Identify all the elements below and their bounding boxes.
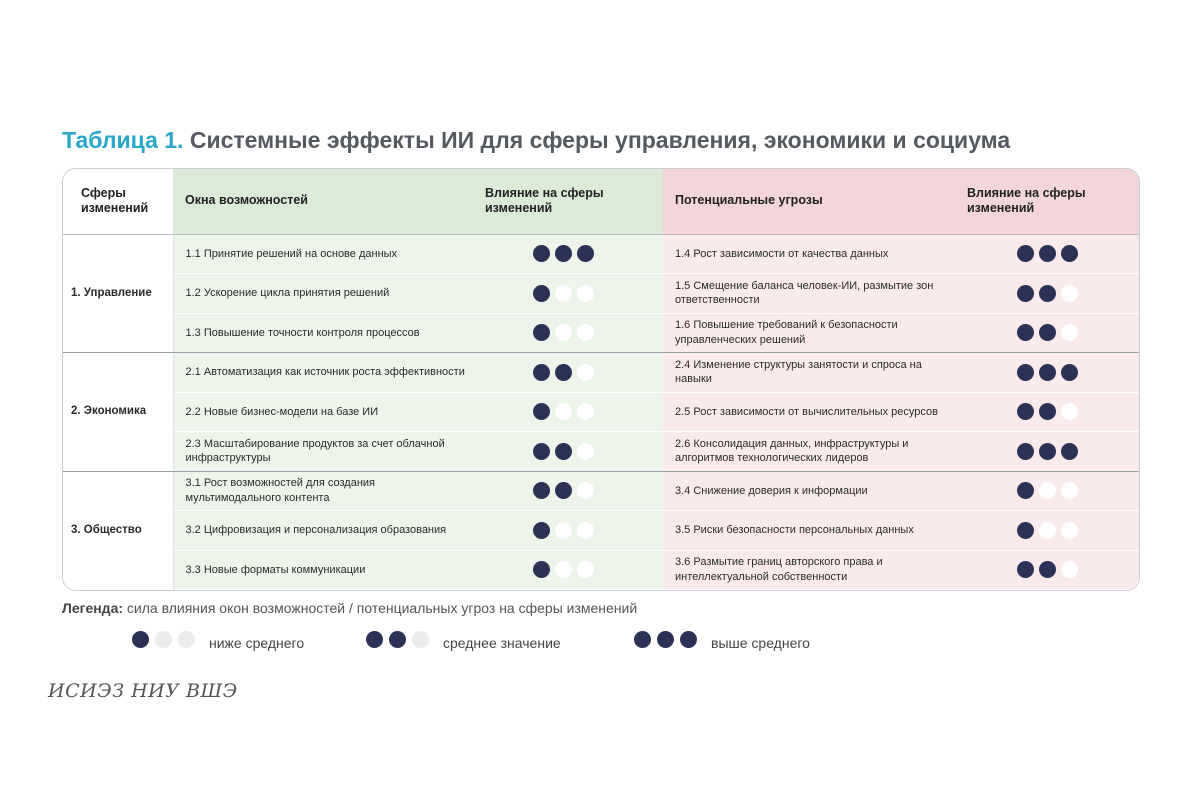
empty-dot-icon xyxy=(1061,561,1078,578)
filled-dot-icon xyxy=(657,631,674,648)
threat-cell: 1.4 Рост зависимости от качества данных xyxy=(663,234,955,274)
table-row xyxy=(63,353,1140,393)
empty-dot-icon xyxy=(155,631,172,648)
table-title xyxy=(62,127,1010,154)
opportunity-influence-cell xyxy=(473,550,663,590)
title-prefix: Таблица 1. xyxy=(62,127,184,153)
filled-dot-icon xyxy=(1061,245,1078,262)
legend-dots-low xyxy=(132,631,195,648)
influence-dots xyxy=(1017,285,1140,302)
filled-dot-icon xyxy=(1017,245,1034,262)
filled-dot-icon xyxy=(533,443,550,460)
empty-dot-icon xyxy=(577,364,594,381)
header-opportunities: Окна возможностей xyxy=(173,169,473,234)
filled-dot-icon xyxy=(1039,403,1056,420)
legend-dots-high xyxy=(634,631,697,648)
influence-dots xyxy=(529,324,663,341)
influence-dots xyxy=(529,443,663,460)
filled-dot-icon xyxy=(533,522,550,539)
opportunity-cell: 3.1 Рост возможностей для создания мультимодального контента xyxy=(173,471,473,511)
threat-influence-cell xyxy=(955,550,1140,590)
filled-dot-icon xyxy=(1039,285,1056,302)
legend-title-text: сила влияния окон возможностей / потенциальных угроз на сферы изменений xyxy=(123,600,638,616)
filled-dot-icon xyxy=(366,631,383,648)
filled-dot-icon xyxy=(533,364,550,381)
empty-dot-icon xyxy=(577,561,594,578)
influence-dots xyxy=(529,245,663,262)
legend-label-high: выше среднего xyxy=(711,635,810,651)
opportunity-cell: 2.3 Масштабирование продуктов за счет облачной инфраструктуры xyxy=(173,432,473,472)
opportunity-influence-cell xyxy=(473,511,663,551)
filled-dot-icon xyxy=(1061,364,1078,381)
opportunity-cell: 2.1 Автоматизация как источник роста эффективности xyxy=(173,353,473,393)
source-logo-text: ИСИЭЗ НИУ ВШЭ xyxy=(48,680,238,702)
table-row xyxy=(63,550,1140,590)
table-row xyxy=(63,471,1140,511)
influence-dots xyxy=(529,364,663,381)
threat-influence-cell xyxy=(955,471,1140,511)
influence-dots xyxy=(529,403,663,420)
influence-dots xyxy=(529,561,663,578)
legend-item-high xyxy=(634,627,810,651)
filled-dot-icon xyxy=(1017,285,1034,302)
title-main: Системные эффекты ИИ для сферы управления, экономики и социума xyxy=(189,127,1011,153)
empty-dot-icon xyxy=(577,285,594,302)
threat-cell: 3.4 Снижение доверия к информации xyxy=(663,471,955,511)
threat-influence-cell xyxy=(955,392,1140,432)
table-row xyxy=(63,234,1140,274)
influence-dots xyxy=(1017,482,1140,499)
opportunity-influence-cell xyxy=(473,234,663,274)
table-row xyxy=(63,432,1140,472)
table-row xyxy=(63,313,1140,353)
influence-dots xyxy=(529,522,663,539)
influence-dots xyxy=(1017,561,1140,578)
threat-cell: 2.5 Рост зависимости от вычислительных ресурсов xyxy=(663,392,955,432)
sphere-cell: 3. Общество xyxy=(63,471,173,590)
empty-dot-icon xyxy=(577,324,594,341)
influence-dots xyxy=(529,482,663,499)
filled-dot-icon xyxy=(555,482,572,499)
filled-dot-icon xyxy=(533,403,550,420)
threat-cell: 3.5 Риски безопасности персональных данных xyxy=(663,511,955,551)
threat-influence-cell xyxy=(955,432,1140,472)
empty-dot-icon xyxy=(555,561,572,578)
influence-dots xyxy=(1017,403,1140,420)
empty-dot-icon xyxy=(1061,285,1078,302)
filled-dot-icon xyxy=(1017,364,1034,381)
opportunity-influence-cell xyxy=(473,471,663,511)
filled-dot-icon xyxy=(1039,561,1056,578)
threat-cell: 3.6 Размытие границ авторского права и интеллектуальной собственности xyxy=(663,550,955,590)
opportunity-cell: 3.3 Новые форматы коммуникации xyxy=(173,550,473,590)
influence-dots xyxy=(1017,324,1140,341)
header-sphere: Сферы изменений xyxy=(63,169,173,234)
filled-dot-icon xyxy=(1017,522,1034,539)
filled-dot-icon xyxy=(533,482,550,499)
legend-title-bold: Легенда: xyxy=(62,600,124,616)
filled-dot-icon xyxy=(1061,443,1078,460)
header-threat-influence: Влияние на сферы изменений xyxy=(955,169,1140,234)
filled-dot-icon xyxy=(1039,364,1056,381)
table-row xyxy=(63,274,1140,314)
filled-dot-icon xyxy=(533,324,550,341)
legend-title xyxy=(62,600,637,616)
legend-item-low xyxy=(132,627,304,651)
threat-influence-cell xyxy=(955,511,1140,551)
header-threats: Потенциальные угрозы xyxy=(663,169,955,234)
influence-dots xyxy=(529,285,663,302)
opportunity-cell: 1.1 Принятие решений на основе данных xyxy=(173,234,473,274)
filled-dot-icon xyxy=(1039,443,1056,460)
filled-dot-icon xyxy=(533,285,550,302)
empty-dot-icon xyxy=(412,631,429,648)
opportunity-influence-cell xyxy=(473,274,663,314)
filled-dot-icon xyxy=(555,364,572,381)
filled-dot-icon xyxy=(389,631,406,648)
filled-dot-icon xyxy=(132,631,149,648)
table-row xyxy=(63,511,1140,551)
filled-dot-icon xyxy=(533,245,550,262)
opportunity-influence-cell xyxy=(473,392,663,432)
empty-dot-icon xyxy=(1039,482,1056,499)
opportunity-influence-cell xyxy=(473,432,663,472)
opportunity-influence-cell xyxy=(473,353,663,393)
threat-cell: 2.4 Изменение структуры занятости и спроса на навыки xyxy=(663,353,955,393)
threat-influence-cell xyxy=(955,313,1140,353)
filled-dot-icon xyxy=(634,631,651,648)
legend-label-medium: среднее значение xyxy=(443,635,561,651)
filled-dot-icon xyxy=(1017,561,1034,578)
threat-influence-cell xyxy=(955,234,1140,274)
empty-dot-icon xyxy=(555,403,572,420)
influence-dots xyxy=(1017,522,1140,539)
empty-dot-icon xyxy=(1061,482,1078,499)
filled-dot-icon xyxy=(555,245,572,262)
empty-dot-icon xyxy=(577,482,594,499)
filled-dot-icon xyxy=(555,443,572,460)
table-header-row xyxy=(63,169,1140,234)
empty-dot-icon xyxy=(1061,522,1078,539)
legend-dots-medium xyxy=(366,631,429,648)
empty-dot-icon xyxy=(1039,522,1056,539)
empty-dot-icon xyxy=(1061,324,1078,341)
empty-dot-icon xyxy=(178,631,195,648)
filled-dot-icon xyxy=(1017,403,1034,420)
influence-dots xyxy=(1017,364,1140,381)
sphere-cell: 1. Управление xyxy=(63,234,173,353)
opportunity-influence-cell xyxy=(473,313,663,353)
filled-dot-icon xyxy=(1017,324,1034,341)
empty-dot-icon xyxy=(555,324,572,341)
empty-dot-icon xyxy=(555,522,572,539)
header-opp-influence: Влияние на сферы изменений xyxy=(473,169,663,234)
opportunity-cell: 1.2 Ускорение цикла принятия решений xyxy=(173,274,473,314)
effects-table xyxy=(62,168,1140,591)
opportunity-cell: 1.3 Повышение точности контроля процессов xyxy=(173,313,473,353)
filled-dot-icon xyxy=(1039,324,1056,341)
filled-dot-icon xyxy=(533,561,550,578)
table-row xyxy=(63,392,1140,432)
influence-dots xyxy=(1017,245,1140,262)
legend-item-medium xyxy=(366,627,561,651)
empty-dot-icon xyxy=(577,522,594,539)
threat-influence-cell xyxy=(955,274,1140,314)
filled-dot-icon xyxy=(577,245,594,262)
filled-dot-icon xyxy=(1017,482,1034,499)
sphere-cell: 2. Экономика xyxy=(63,353,173,472)
filled-dot-icon xyxy=(1039,245,1056,262)
threat-cell: 1.6 Повышение требований к безопасности управленческих решений xyxy=(663,313,955,353)
empty-dot-icon xyxy=(577,443,594,460)
threat-influence-cell xyxy=(955,353,1140,393)
opportunity-cell: 3.2 Цифровизация и персонализация образования xyxy=(173,511,473,551)
filled-dot-icon xyxy=(1017,443,1034,460)
empty-dot-icon xyxy=(577,403,594,420)
empty-dot-icon xyxy=(1061,403,1078,420)
table-body xyxy=(63,234,1140,590)
threat-cell: 1.5 Смещение баланса человек-ИИ, размытие зон ответственности xyxy=(663,274,955,314)
influence-dots xyxy=(1017,443,1140,460)
legend-label-low: ниже среднего xyxy=(209,635,305,651)
filled-dot-icon xyxy=(680,631,697,648)
opportunity-cell: 2.2 Новые бизнес-модели на базе ИИ xyxy=(173,392,473,432)
empty-dot-icon xyxy=(555,285,572,302)
threat-cell: 2.6 Консолидация данных, инфраструктуры и алгоритмов технологических лидеров xyxy=(663,432,955,472)
